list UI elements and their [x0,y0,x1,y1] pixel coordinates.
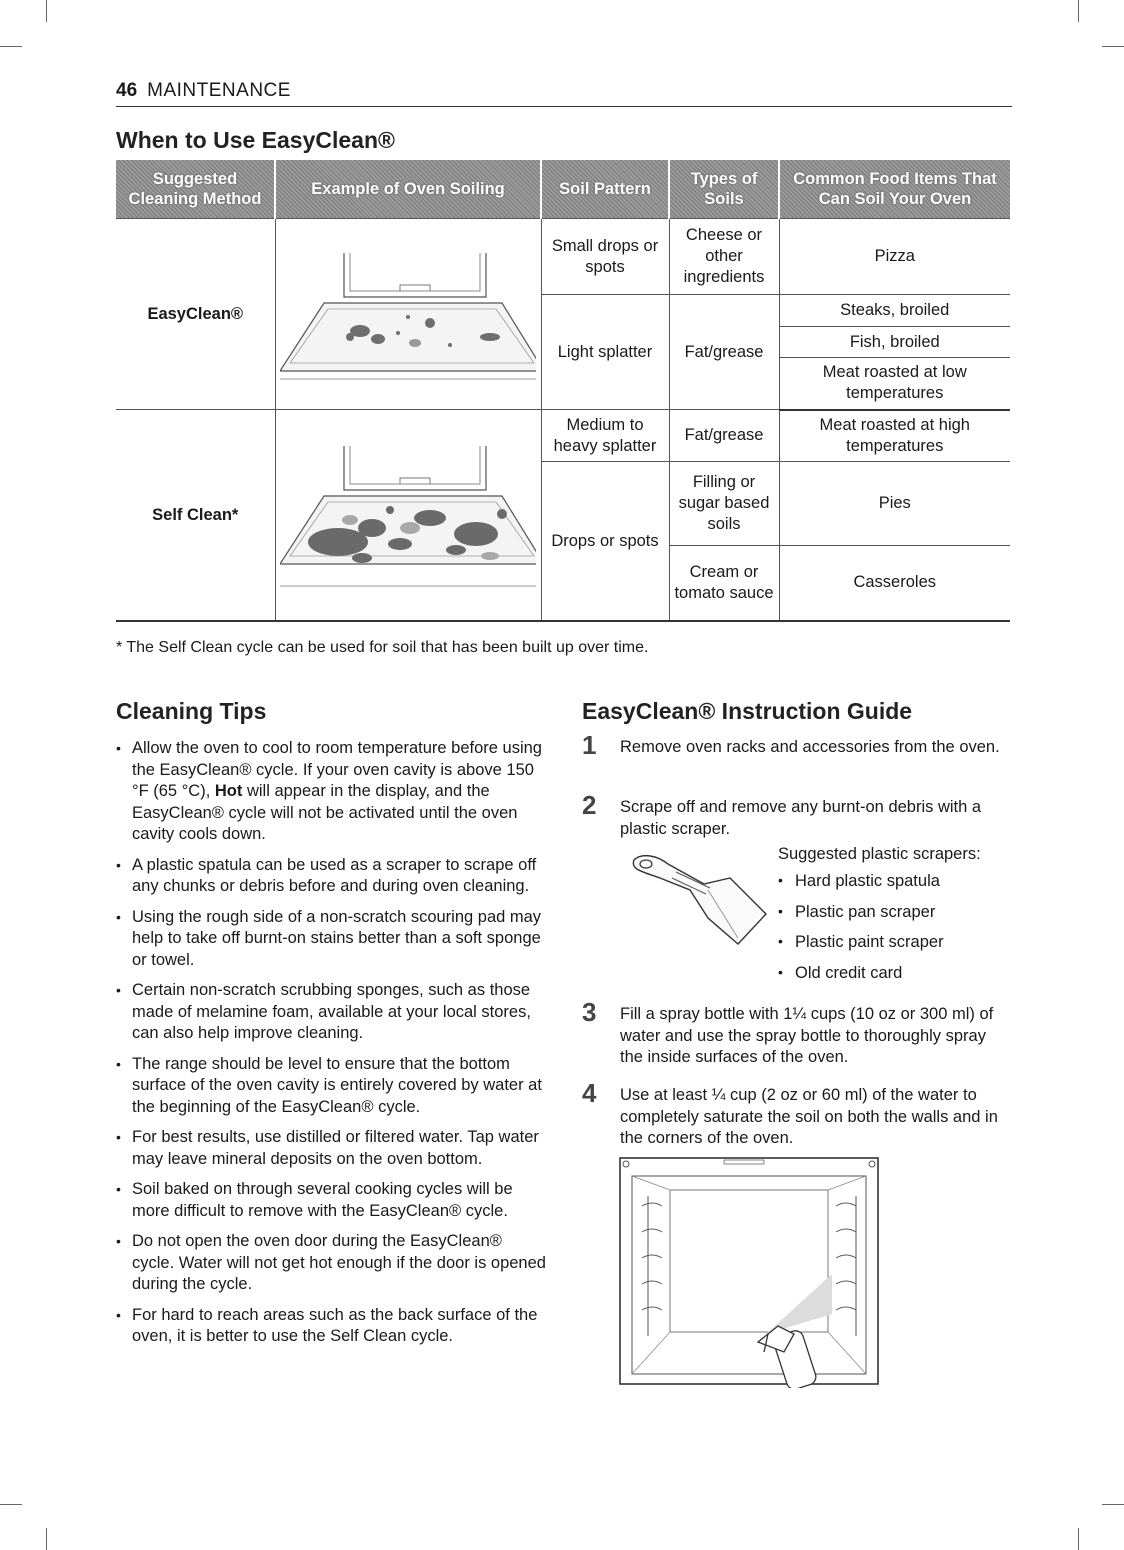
list-item: • Certain non-scratch scrubbing sponges, such as those made of melamine foam, available at your local stores, can also help improve cleaning. [116,980,548,1045]
step-3 [582,997,1012,1069]
step-number: 1 [582,730,597,760]
list-item: • Allow the oven to cool to room temperature before using the EasyClean® cycle. If your oven cavity is above 150 °F (65 °C), Hot will appear in the display, and the EasyClean® cycle will not be activated until the oven cavity cools down. [116,738,548,846]
oven-heavy-soil-icon [280,410,536,614]
pattern-cell: Drops or spots [541,462,669,622]
method-selfclean: Self Clean* [116,410,275,622]
crop-mark [1102,1504,1124,1505]
list-item: • For hard to reach areas such as the back surface of the oven, it is better to use the Self Clean cycle. [116,1305,548,1348]
pattern-cell: Small drops or spots [541,219,669,295]
pattern-cell: Medium to heavy splatter [541,410,669,462]
crop-mark [0,46,22,47]
scrapers-list [778,872,981,994]
list-item: • The range should be level to ensure that the bottom surface of the oven cavity is entirely covered by water at the beginning of the EasyClean® cycle. [116,1054,548,1119]
cleaning-tips-list [116,738,548,1357]
oven-soil-image-heavy [275,410,541,622]
col-header-example: Example of Oven Soiling [275,160,541,219]
oven-light-soil-icon [280,219,536,403]
method-easyclean: EasyClean® [116,219,275,410]
food-cell: Fish, broiled [779,327,1010,358]
step-4 [582,1078,1012,1150]
list-item: • A plastic spatula can be used as a scraper to scrape off any chunks or debris before and during oven cleaning. [116,855,548,898]
list-item: • Plastic pan scraper [778,903,981,934]
food-cell: Pies [779,462,1010,546]
section-title: MAINTENANCE [147,80,291,101]
list-item: • Old credit card [778,964,981,995]
food-cell: Meat roasted at low temperatures [779,358,1010,410]
list-item: • Plastic paint scraper [778,933,981,964]
suggested-scrapers [778,845,981,994]
food-cell: Pizza [779,219,1010,295]
food-cell: Casseroles [779,545,1010,621]
step-number: 3 [582,997,597,1027]
table-header-row [116,160,1010,219]
list-item: • Using the rough side of a non-scratch scouring pad may help to take off burnt-on stains better than a soft sponge or towel. [116,907,548,972]
food-cell: Steaks, broiled [779,295,1010,327]
crop-mark [0,1504,22,1505]
crop-mark [46,0,47,22]
page-header [116,80,1012,107]
pattern-cell: Light splatter [541,295,669,410]
plastic-scraper-icon [620,848,770,948]
step-text: Fill a spray bottle with 1¼ cups (10 oz or 300 ml) of water and use the spray bottle to thoroughly spray the inside surfaces of the oven. [620,1005,994,1066]
soil-type-cell: Cheese or other ingredients [669,219,779,295]
soil-type-cell: Fat/grease [669,410,779,462]
table-footnote: * The Self Clean cycle can be used for soil that has been built up over time. [116,639,649,656]
list-item: • Soil baked on through several cooking cycles will be more difficult to remove with the EasyClean® cycle. [116,1179,548,1222]
soil-type-cell: Fat/grease [669,295,779,410]
step-number: 4 [582,1078,597,1108]
crop-mark [1078,0,1079,22]
scrapers-title: Suggested plastic scrapers: [778,845,981,863]
col-header-types: Types of Soils [669,160,779,219]
crop-mark [46,1528,47,1550]
crop-mark [1078,1528,1079,1550]
step-text: Scrape off and remove any burnt-on debris with a plastic scraper. [620,798,982,838]
step-number: 2 [582,790,597,820]
step-1 [582,730,1012,760]
col-header-pattern: Soil Pattern [541,160,669,219]
oven-soil-image-light [275,219,541,410]
oven-spray-illustration-icon [618,1156,880,1388]
cleaning-tips-title: Cleaning Tips [116,698,267,724]
col-header-method: Suggested Cleaning Method [116,160,275,219]
instruction-guide-title: EasyClean® Instruction Guide [582,698,913,724]
crop-mark [1102,46,1124,47]
list-item: • Do not open the oven door during the EasyClean® cycle. Water will not get hot enough if the door is opened during the cycle. [116,1231,548,1296]
list-item: • For best results, use distilled or filtered water. Tap water may leave mineral deposits on the oven bottom. [116,1127,548,1170]
step-2 [582,790,1012,840]
col-header-foods: Common Food Items That Can Soil Your Oven [779,160,1010,219]
food-cell: Meat roasted at high temperatures [779,410,1010,462]
step-text: Use at least ¼ cup (2 oz or 60 ml) of the water to completely saturate the soil on both the walls and in the corners of the oven. [620,1086,998,1147]
soil-type-cell: Cream or tomato sauce [669,545,779,621]
page-number: 46 [116,80,138,101]
soil-type-cell: Filling or sugar based soils [669,462,779,546]
step-text: Remove oven racks and accessories from the oven. [620,738,1000,756]
soil-table [116,160,1010,622]
list-item: • Hard plastic spatula [778,872,981,903]
page-title: When to Use EasyClean® [116,127,395,153]
